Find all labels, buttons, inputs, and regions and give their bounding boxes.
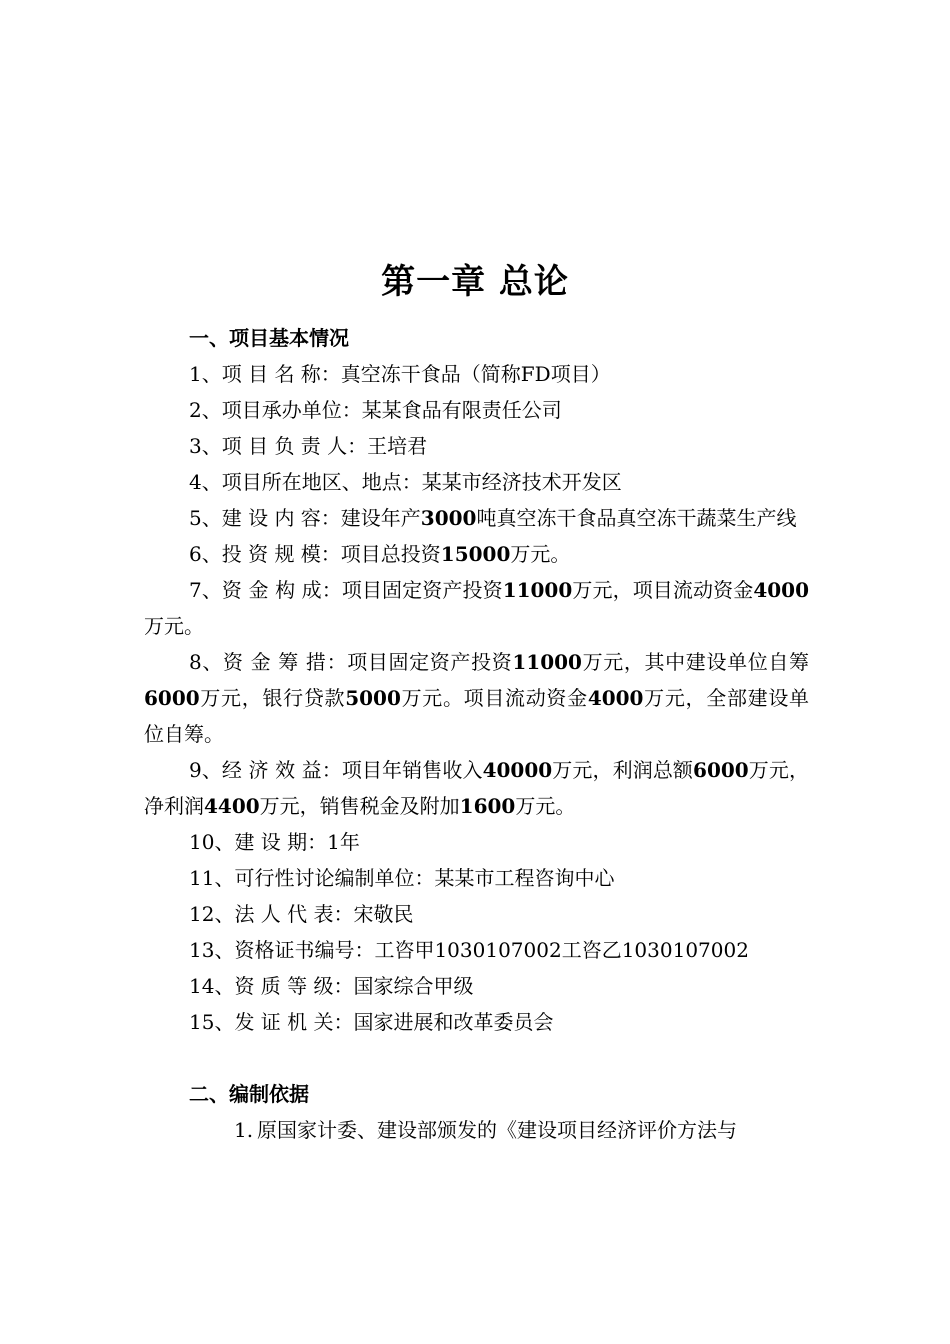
section-heading-basic-info: 一、项目基本情况	[189, 326, 349, 350]
reference-text: 原国家计委、建设部颁发的《建设项目经济评价方法与	[257, 1118, 737, 1142]
item-location: 4、项目所在地区、地点：某某市经济技术开发区	[189, 470, 622, 494]
item-economic-benefit: 9、经 济 效 益：项目年销售收入40000万元，利润总额6000万元，净利润4400万元，销售税金及附加1600万元。	[144, 758, 810, 818]
item-certificate-number: 13、资格证书编号：工咨甲1030107002工咨乙1030107002	[189, 938, 749, 962]
reference-number: 1.	[234, 1118, 254, 1142]
document-body	[144, 320, 809, 1148]
item-construction-content: 5、建 设 内 容：建设年产3000吨真空冻干食品真空冻干蔬菜生产线	[189, 506, 797, 530]
item-construction-period: 10、建 设 期：1年	[189, 830, 360, 854]
chapter-title: 第一章 总论	[381, 262, 569, 302]
reference-item	[144, 1112, 809, 1148]
section-heading-basis: 二、编制依据	[189, 1082, 309, 1106]
item-sponsor: 2、项目承办单位：某某食品有限责任公司	[189, 398, 562, 422]
item-investment-scale: 6、投 资 规 模：项目总投资15000万元。	[189, 542, 571, 566]
item-study-unit: 11、可行性讨论编制单位：某某市工程咨询中心	[189, 866, 615, 890]
item-capital-composition: 7、资 金 构 成：项目固定资产投资11000万元，项目流动资金4000万元。	[144, 578, 810, 638]
item-project-lead: 3、项 目 负 责 人：王培君	[189, 434, 428, 458]
item-issuing-authority: 15、发 证 机 关：国家进展和改革委员会	[189, 1010, 554, 1034]
item-project-name: 1、项 目 名 称：真空冻干食品（简称FD项目）	[189, 362, 611, 386]
item-funding: 8、资 金 筹 措：项目固定资产投资11000万元，其中建设单位自筹6000万元，银行贷款5000万元。项目流动资金4000万元，全部建设单位自筹。	[144, 650, 810, 746]
item-qualification-level: 14、资 质 等 级：国家综合甲级	[189, 974, 474, 998]
item-legal-rep: 12、法 人 代 表：宋敬民	[189, 902, 414, 926]
spacer	[144, 1040, 809, 1076]
